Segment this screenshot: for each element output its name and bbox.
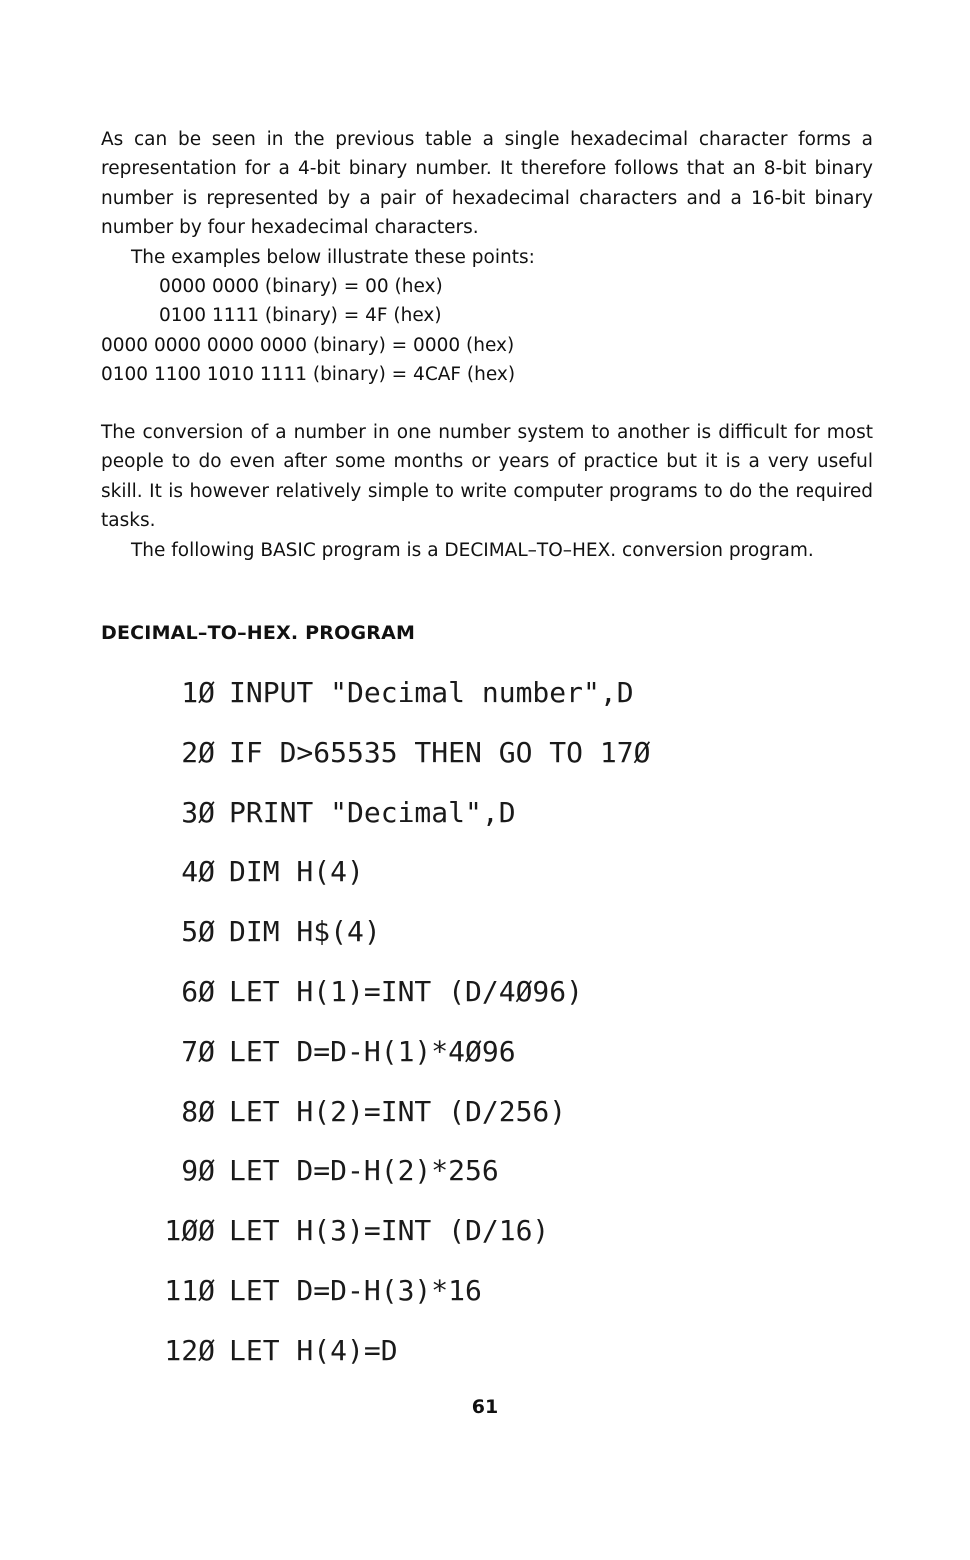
- program-line: [0, 1201, 970, 1261]
- line-number: 2Ø: [181, 735, 215, 769]
- line-statement: LET D=D-H(2)*256: [229, 1154, 499, 1188]
- program-listing: [0, 663, 970, 1381]
- program-line: [0, 723, 970, 783]
- intro-text-block: [101, 125, 873, 390]
- line-statement: LET H(2)=INT (D/256): [229, 1094, 567, 1128]
- line-statement: LET H(3)=INT (D/16): [229, 1214, 550, 1248]
- program-line: [0, 783, 970, 843]
- program-line: [0, 1022, 970, 1082]
- line-number: 6Ø: [181, 974, 215, 1008]
- line-number: 12Ø: [164, 1333, 215, 1367]
- line-statement: LET H(1)=INT (D/4Ø96): [229, 974, 584, 1008]
- program-line: [0, 902, 970, 962]
- program-line: [0, 1082, 970, 1142]
- line-statement: PRINT "Decimal",D: [229, 795, 516, 829]
- line-statement: DIM H$(4): [229, 915, 381, 949]
- line-number: 9Ø: [181, 1154, 215, 1188]
- line-number: 11Ø: [164, 1273, 215, 1307]
- paragraph-program-intro: The following BASIC program is a DECIMAL–TO–HEX. conversion program.: [131, 539, 814, 561]
- program-line: [0, 1141, 970, 1201]
- line-statement: IF D>65535 THEN GO TO 17Ø: [229, 735, 651, 769]
- program-line: [0, 842, 970, 902]
- examples-list: [101, 272, 873, 390]
- examples-intro: The examples below illustrate these points:: [131, 246, 535, 268]
- section-heading: DECIMAL–TO–HEX. PROGRAM: [101, 622, 416, 644]
- page-number: 61: [471, 1396, 499, 1418]
- example-line: 0000 0000 (binary) = 00 (hex): [159, 276, 443, 298]
- line-number: 1ØØ: [164, 1214, 215, 1248]
- paragraph-conversion: The conversion of a number in one number system to another is difficult for most people to do even after some months or years of practice but it is a very useful skill. It is however relatively simple to write computer programs to do the required tasks.: [101, 422, 873, 532]
- program-line: [0, 962, 970, 1022]
- line-number: 1Ø: [181, 676, 215, 709]
- line-statement: LET H(4)=D: [229, 1333, 398, 1367]
- program-line: [0, 1261, 970, 1321]
- line-statement: LET D=D-H(3)*16: [229, 1273, 482, 1307]
- example-line: 0100 1111 (binary) = 4F (hex): [159, 305, 442, 327]
- conversion-text-block: [101, 418, 873, 565]
- program-line: [0, 1321, 970, 1381]
- line-number: 3Ø: [181, 795, 215, 829]
- line-statement: INPUT "Decimal number",D: [229, 676, 634, 709]
- line-number: 8Ø: [181, 1094, 215, 1128]
- program-line: [0, 663, 970, 723]
- example-line: 0000 0000 0000 0000 (binary) = 0000 (hex): [101, 334, 515, 356]
- line-number: 4Ø: [181, 855, 215, 889]
- line-statement: DIM H(4): [229, 855, 364, 889]
- line-statement: LET D=D-H(1)*4Ø96: [229, 1034, 516, 1068]
- paragraph-hex-representation: As can be seen in the previous table a single hexadecimal character forms a representation for a 4-bit binary number. It therefore follows that an 8-bit binary number is represented by a pair of hexadecimal characters and a 16-bit binary number by four hexadecimal characters.: [101, 129, 873, 239]
- line-number: 7Ø: [181, 1034, 215, 1068]
- line-number: 5Ø: [181, 915, 215, 949]
- example-line: 0100 1100 1010 1111 (binary) = 4CAF (hex): [101, 364, 516, 386]
